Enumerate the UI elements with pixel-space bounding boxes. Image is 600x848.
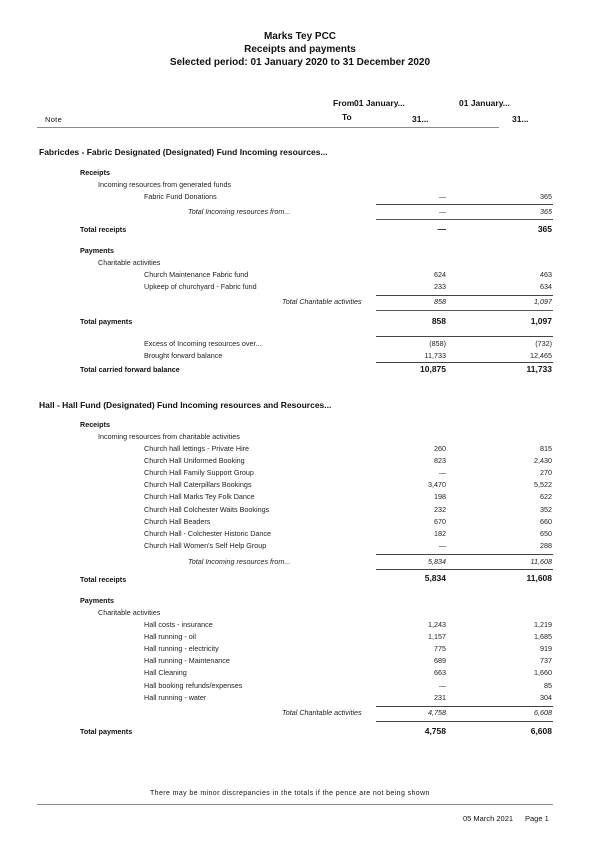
- col1-from: 01 January...: [354, 98, 405, 108]
- row-label: Hall booking refunds/expenses: [144, 680, 243, 690]
- row-prior: 463: [540, 270, 552, 279]
- subtotal-label: Total Charitable activities: [282, 708, 362, 717]
- subtotal-current: 858: [434, 297, 446, 306]
- row-prior: 365: [540, 192, 552, 201]
- note-header: Note: [45, 115, 63, 124]
- from-label: From: [333, 98, 355, 108]
- row-current: 233: [434, 282, 446, 291]
- row-label: Church Hall - Colchester Historic Dance: [144, 528, 272, 538]
- col2-to: 31...: [512, 114, 529, 124]
- total-label: Total receipts: [80, 225, 127, 234]
- row-prior: 5,522: [534, 480, 552, 490]
- footer-divider: [37, 804, 553, 805]
- row-label: Church hall lettings - Private Hire: [144, 444, 250, 453]
- row-label: Hall running - water: [144, 692, 207, 702]
- row-label: Church Hall Women's Self Help Group: [144, 540, 267, 550]
- row-prior: 919: [540, 644, 552, 654]
- row-prior: 304: [540, 692, 552, 702]
- report-title: Receipts and payments: [244, 44, 356, 55]
- subtotal-prior: 11,608: [530, 557, 552, 566]
- subtotal-current: 5,834: [428, 557, 446, 566]
- row-label: Hall running - oil: [144, 632, 196, 642]
- subtotal-current: —: [438, 207, 446, 216]
- row-current: 1,243: [428, 620, 446, 629]
- receipts-group: Incoming resources from charitable activities: [98, 432, 240, 441]
- payments-group: Charitable activities: [98, 258, 161, 267]
- section-title: Hall - Hall Fund (Designated) Fund Incoming resources and Resources...: [39, 400, 332, 410]
- total-rule: [376, 219, 553, 220]
- total-label: Total carried forward balance: [80, 365, 180, 374]
- row-current: —: [438, 540, 446, 550]
- payments-heading: Payments: [80, 596, 114, 605]
- subtotal-label: Total Charitable activities: [282, 297, 362, 306]
- receipts-group: Incoming resources from generated funds: [98, 180, 232, 189]
- total-current: 4,758: [424, 726, 446, 736]
- subtotal-rule: [376, 554, 553, 555]
- row-prior: 1,660: [534, 668, 552, 678]
- row-prior: 2,430: [534, 456, 552, 466]
- row-label: Excess of Incoming resources over...: [144, 339, 262, 348]
- subtotal-rule: [376, 295, 553, 296]
- total-prior: 1,097: [530, 316, 552, 326]
- row-label: Hall running - Maintenance: [144, 656, 230, 666]
- report-date: 05 March 2021: [463, 814, 514, 823]
- subtotal-current: 4,758: [428, 708, 446, 717]
- row-label: Brought forward balance: [144, 351, 223, 360]
- receipts-heading: Receipts: [80, 420, 110, 429]
- row-prior: 85: [544, 680, 552, 690]
- total-current: 858: [431, 316, 446, 326]
- row-prior: 634: [540, 282, 552, 291]
- row-label: Church Hall Colchester Waits Bookings: [144, 504, 270, 514]
- header-divider: [37, 127, 499, 128]
- org-name: Marks Tey PCC: [263, 31, 337, 42]
- total-rule: [376, 310, 553, 311]
- total-label: Total receipts: [80, 575, 127, 584]
- row-prior: 622: [540, 492, 552, 502]
- row-prior: 1,685: [534, 632, 552, 642]
- subtotal-label: Total Incoming resources from...: [188, 207, 291, 216]
- balance-rule: [376, 336, 553, 337]
- total-current: —: [437, 224, 446, 234]
- page-number: Page 1: [525, 814, 549, 823]
- row-label: Church Hall Marks Tey Folk Dance: [144, 492, 255, 502]
- row-label: Hall running - electricity: [144, 644, 219, 654]
- row-label: Fabric Fund Donations: [144, 192, 217, 201]
- row-label: Hall costs - insurance: [144, 620, 213, 629]
- row-prior: 1,219: [534, 620, 552, 629]
- col2-from: 01 January...: [459, 98, 510, 108]
- row-prior: 12,465: [530, 351, 552, 360]
- subtotal-rule: [376, 706, 553, 707]
- row-current: 3,470: [428, 480, 446, 490]
- row-current: —: [438, 192, 446, 201]
- payments-group: Charitable activities: [98, 608, 161, 617]
- total-prior: 6,608: [530, 726, 552, 736]
- total-label: Total payments: [80, 317, 133, 326]
- row-label: Church Hall Uniformed Booking: [144, 456, 245, 466]
- footer-disclaimer: There may be minor discrepancies in the totals if the pence are not being shown: [150, 790, 430, 797]
- row-current: 823: [434, 456, 446, 466]
- col1-to: 31...: [412, 114, 429, 124]
- receipts-heading: Receipts: [80, 168, 110, 177]
- total-current: 10,875: [420, 364, 446, 374]
- row-label: Church Hall Beaders: [144, 516, 211, 526]
- total-current: 5,834: [424, 573, 446, 583]
- row-prior: 352: [540, 504, 552, 514]
- row-current: 670: [434, 516, 446, 526]
- row-label: Church Hall Family Support Group: [144, 468, 254, 478]
- row-current: 689: [434, 656, 446, 666]
- total-prior: 365: [537, 224, 552, 234]
- total-rule: [376, 569, 553, 570]
- to-label: To: [342, 112, 352, 122]
- total-label: Total payments: [80, 727, 133, 736]
- row-prior: 650: [540, 528, 552, 538]
- row-current: 624: [434, 270, 446, 279]
- row-current: 11,733: [424, 351, 446, 360]
- row-current: 1,157: [428, 632, 446, 642]
- subtotal-prior: 1,097: [534, 297, 552, 306]
- subtotal-prior: 6,608: [534, 708, 552, 717]
- row-label: Church Maintenance Fabric fund: [144, 270, 249, 279]
- subtotal-rule: [376, 204, 553, 205]
- row-prior: 815: [540, 444, 552, 453]
- row-current: 663: [434, 668, 446, 678]
- row-current: 775: [434, 644, 446, 654]
- section-title: Fabricdes - Fabric Designated (Designated) Fund Incoming resources...: [39, 147, 328, 157]
- row-label: Hall Cleaning: [144, 668, 187, 678]
- row-current: 198: [434, 492, 446, 502]
- row-label: Upkeep of churchyard - Fabric fund: [144, 282, 257, 291]
- total-prior: 11,733: [526, 364, 552, 374]
- row-current: 260: [434, 444, 446, 453]
- report-period: Selected period: 01 January 2020 to 31 December 2020: [169, 57, 431, 68]
- row-current: 232: [434, 504, 446, 514]
- row-current: 182: [434, 528, 446, 538]
- row-prior: (732): [535, 339, 552, 348]
- row-prior: 737: [540, 656, 552, 666]
- row-current: —: [438, 468, 446, 478]
- subtotal-prior: 365: [540, 207, 552, 216]
- row-prior: 660: [540, 516, 552, 526]
- row-label: Church Hall Caterpillars Bookings: [144, 480, 252, 490]
- row-current: (858): [429, 339, 446, 348]
- balance-total-rule: [376, 362, 553, 363]
- total-rule: [376, 721, 553, 722]
- row-current: 231: [434, 692, 446, 702]
- row-prior: 270: [540, 468, 552, 478]
- subtotal-label: Total Incoming resources from...: [188, 557, 291, 566]
- row-prior: 288: [540, 540, 552, 550]
- total-prior: 11,608: [526, 573, 552, 583]
- row-current: —: [438, 680, 446, 690]
- payments-heading: Payments: [80, 246, 114, 255]
